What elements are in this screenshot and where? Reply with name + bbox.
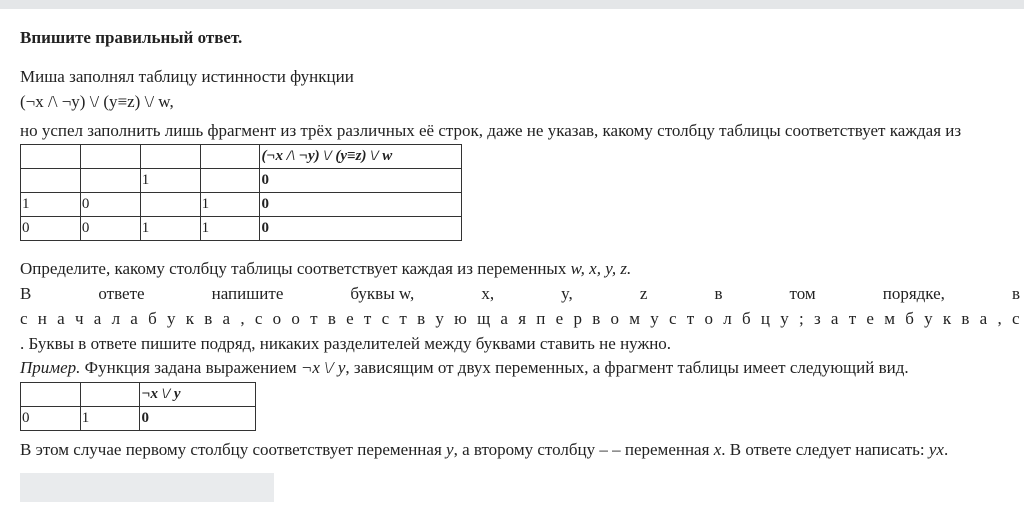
instruction-letter: с (1011, 309, 1020, 328)
instruction-letter: л (111, 309, 121, 328)
table-cell: 1 (200, 217, 260, 241)
instruction-letter: о (704, 309, 713, 328)
instruction-letter: а (93, 309, 102, 328)
function-column-header: (¬x /\ ¬y) \/ (y≡z) \/ w (260, 145, 462, 169)
instruction-letter: я (518, 309, 527, 328)
function-value-cell: 0 (260, 217, 462, 241)
instruction-letter: т (686, 309, 695, 328)
conclusion-part: В этом случае первому столбцу соответствует переменная (20, 440, 447, 459)
function-column-header: ¬x \/ y (140, 383, 256, 407)
example-label: Пример. (20, 358, 81, 377)
instruction-letter: с (254, 309, 263, 328)
table-row (21, 169, 462, 193)
instruction-letter: т (399, 309, 407, 328)
instruction-letter: , (240, 309, 245, 328)
table-cell: 1 (140, 217, 200, 241)
table-cell (21, 169, 81, 193)
instruction-letter: т (848, 309, 857, 328)
instruction-letter: с (668, 309, 677, 328)
instruction-letter: у (780, 309, 789, 328)
instruction-letter: а (222, 309, 231, 328)
instruction-letter: в (327, 309, 336, 328)
conclusion-part: . В ответе следует написать: (721, 440, 929, 459)
conclusion-answer: yx (928, 440, 944, 459)
example-table (20, 382, 256, 431)
example-text-part: Функция задана выражением (80, 358, 301, 377)
instruction-letter: о (610, 309, 619, 328)
truth-table (20, 144, 462, 241)
conclusion-part: , а второму столбцу – – переменная (453, 440, 714, 459)
instruction-letter: у (167, 309, 176, 328)
instruction-letter: к (942, 309, 952, 328)
table-row (21, 217, 462, 241)
instruction-letter: , (997, 309, 1002, 328)
instruction-word: порядке, (882, 284, 945, 303)
instruction-letter: б (741, 309, 751, 328)
instruction-word: в (1011, 284, 1020, 303)
instruction-letter: у (650, 309, 659, 328)
intro-text-continued: но успел заполнить лишь фрагмент из трёх различных её строк, даже не указав, какому столбцу таблицы соответствует каждая из (20, 121, 962, 140)
intro-text: Миша заполнял таблицу истинности функции (20, 67, 354, 86)
table-cell (21, 145, 81, 169)
table-cell: 0 (21, 407, 81, 431)
instruction-word: буквы w, (350, 284, 415, 303)
instruction-letter: з (813, 309, 821, 328)
function-value-cell: 0 (140, 407, 256, 431)
instruction-letter: е (346, 309, 354, 328)
instruction-word: том (789, 284, 816, 303)
table-cell: 1 (140, 169, 200, 193)
table-row (21, 407, 256, 431)
instruction-letter: е (555, 309, 564, 328)
instruction-word: в (714, 284, 723, 303)
instruction-letter: с (20, 309, 28, 328)
table-cell (140, 145, 200, 169)
question-variables: w, x, y, z. (566, 259, 632, 278)
example-text (20, 357, 909, 379)
instruction-letter: р (573, 309, 582, 328)
instruction-letter: о (291, 309, 300, 328)
instruction-word: z (639, 284, 648, 303)
instruction-letter: в (961, 309, 970, 328)
instruction-letter: у (435, 309, 444, 328)
instruction-end: . Буквы в ответе пишите подряд, никаких разделителей между буквами ставить не нужно. (20, 334, 672, 353)
instruction-letter: а (500, 309, 508, 328)
question-label: Определите, какому столбцу таблицы соответствует каждая из переменных (20, 259, 567, 278)
instruction-letter: а (130, 309, 138, 328)
table-cell: 1 (80, 407, 140, 431)
table-cell: 0 (80, 193, 140, 217)
table-cell: 1 (200, 193, 260, 217)
table-header-row (21, 145, 462, 169)
instruction-letter: м (884, 309, 895, 328)
question-text (20, 258, 631, 280)
table-cell (80, 383, 140, 407)
instruction-letter: м (629, 309, 640, 328)
top-bar (0, 0, 1024, 9)
answer-input[interactable] (20, 473, 274, 502)
function-value-cell: 0 (260, 193, 462, 217)
spaced-instruction-line (20, 308, 1020, 330)
instruction-letter: т (363, 309, 372, 328)
answer-instruction-line (20, 283, 1020, 305)
instruction-letter: п (536, 309, 546, 328)
example-formula: ¬x \/ y (300, 358, 346, 377)
conclusion-var: x (713, 440, 722, 459)
instruction-letter: б (905, 309, 914, 328)
instruction-letter: в (204, 309, 213, 328)
instruction-word: напишите (211, 284, 284, 303)
instruction-letter: в (592, 309, 601, 328)
table-cell (80, 169, 140, 193)
instruction-letter: в (417, 309, 426, 328)
instruction-letter: к (185, 309, 195, 328)
table-cell (200, 145, 260, 169)
instruction-word: ответе (98, 284, 145, 303)
table-cell (21, 383, 81, 407)
instruction-letter: о (272, 309, 282, 328)
instruction-letter: а (57, 309, 65, 328)
conclusion-part: . (943, 440, 949, 459)
table-cell (80, 145, 140, 169)
instruction-letter: т (310, 309, 318, 328)
table-cell: 0 (80, 217, 140, 241)
instruction-word: x, (481, 284, 495, 303)
table-cell: 0 (21, 217, 81, 241)
instruction-letter: с (381, 309, 390, 328)
task-heading: Впишите правильный ответ. (20, 28, 243, 47)
instruction-letter: н (37, 309, 47, 328)
table-header-row (21, 383, 256, 407)
instruction-letter: а (830, 309, 839, 328)
conclusion-var: y (446, 440, 454, 459)
instruction-letter: ю (454, 309, 467, 328)
instruction-letter: ч (74, 309, 84, 328)
table-cell (200, 169, 260, 193)
instruction-letter: е (866, 309, 874, 328)
instruction-letter: а (979, 309, 988, 328)
instruction-word: y, (561, 284, 573, 303)
conclusion-text (20, 439, 948, 461)
instruction-letter: ; (798, 309, 804, 328)
instruction-letter: ц (760, 309, 770, 328)
table-row (21, 193, 462, 217)
example-text-part: , зависящим от двух переменных, а фрагмент таблицы имеет следующий вид. (345, 358, 909, 377)
instruction-letter: л (723, 309, 732, 328)
instruction-letter: б (148, 309, 157, 328)
table-cell (140, 193, 200, 217)
instruction-letter: щ (477, 309, 491, 328)
function-value-cell: 0 (260, 169, 462, 193)
table-cell: 1 (21, 193, 81, 217)
function-formula: (¬x /\ ¬y) \/ (y≡z) \/ w, (20, 92, 174, 111)
instruction-letter: у (924, 309, 933, 328)
instruction-word: В (20, 284, 32, 303)
